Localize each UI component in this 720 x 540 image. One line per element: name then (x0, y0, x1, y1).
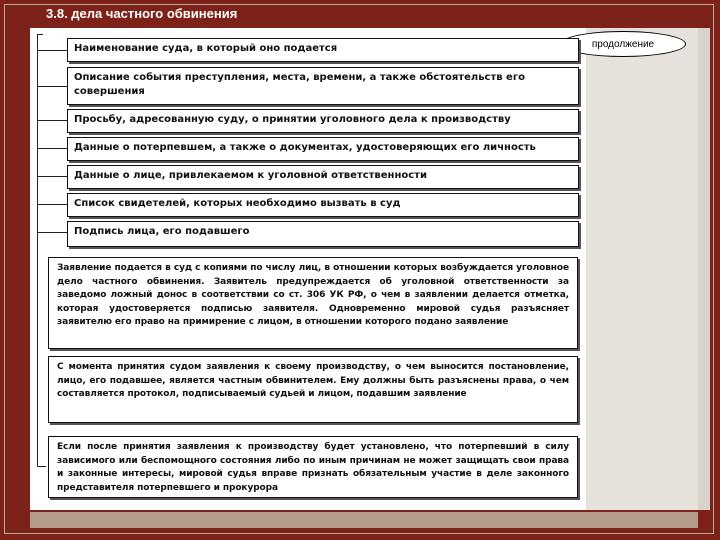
row-connector (37, 204, 67, 205)
slide-title: 3.8. дела частного обвинения (46, 6, 238, 21)
paragraph-filing: Заявление подается в суд с копиями по числу лиц, в отношении которых возбуждается уголовное дело частного обвинения. Заявитель предупреждается об уголовной ответственности за заведомо ложный донос в соответствии со ст. 306 УК РФ, о чем в заявлении делается отметка, которая удостоверяется подписью заявителя. Одновременно мировой судья разъясняет заявителю его право на примирение с лицом, в отношении которого подано заявление (48, 257, 578, 349)
row-connector (37, 86, 67, 87)
connector-line (37, 34, 38, 466)
requirement-item-witness-list: Список свидетелей, которых необходимо вызвать в суд (67, 193, 579, 217)
continuation-badge: продолжение (560, 31, 686, 57)
requirement-item-event-description: Описание события преступления, места, времени, а также обстоятельств его совершения (67, 67, 579, 105)
requirement-item-signature: Подпись лица, его подавшего (67, 221, 579, 247)
requirement-item-court-name: Наименование суда, в который оно подается (67, 38, 579, 62)
row-connector (37, 120, 67, 121)
row-connector (37, 176, 67, 177)
bottom-bar (30, 512, 698, 528)
row-connector (37, 232, 67, 233)
connector-top (37, 34, 43, 35)
side-stripe (698, 28, 710, 510)
connector-bottom (37, 466, 46, 467)
side-panel (586, 28, 698, 510)
requirement-item-accused-data: Данные о лице, привлекаемом к уголовной ответственности (67, 165, 579, 189)
paragraph-private-prosecutor: С момента принятия судом заявления к своему производству, о чем выносится постановление, лицо, его подавшее, является частным обвинителем. Ему должны быть разъяснены права, о чем составляется протокол, подписываемый судьей и лицом, подавшим заявление (48, 356, 578, 423)
requirement-item-request: Просьбу, адресованную суду, о принятии уголовного дела к производству (67, 109, 579, 133)
row-connector (37, 148, 67, 149)
paragraph-representative: Если после принятия заявления к производству будет установлено, что потерпевший в силу зависимого или беспомощного состояния либо по иным причинам не может защищать свои права и законные интересы, мировой судья вправе признать обязательным участие в деле законного представителя потерпевшего и прокурора (48, 436, 578, 498)
row-connector (37, 50, 67, 51)
requirement-item-victim-data: Данные о потерпевшем, а также о документах, удостоверяющих его личность (67, 137, 579, 161)
